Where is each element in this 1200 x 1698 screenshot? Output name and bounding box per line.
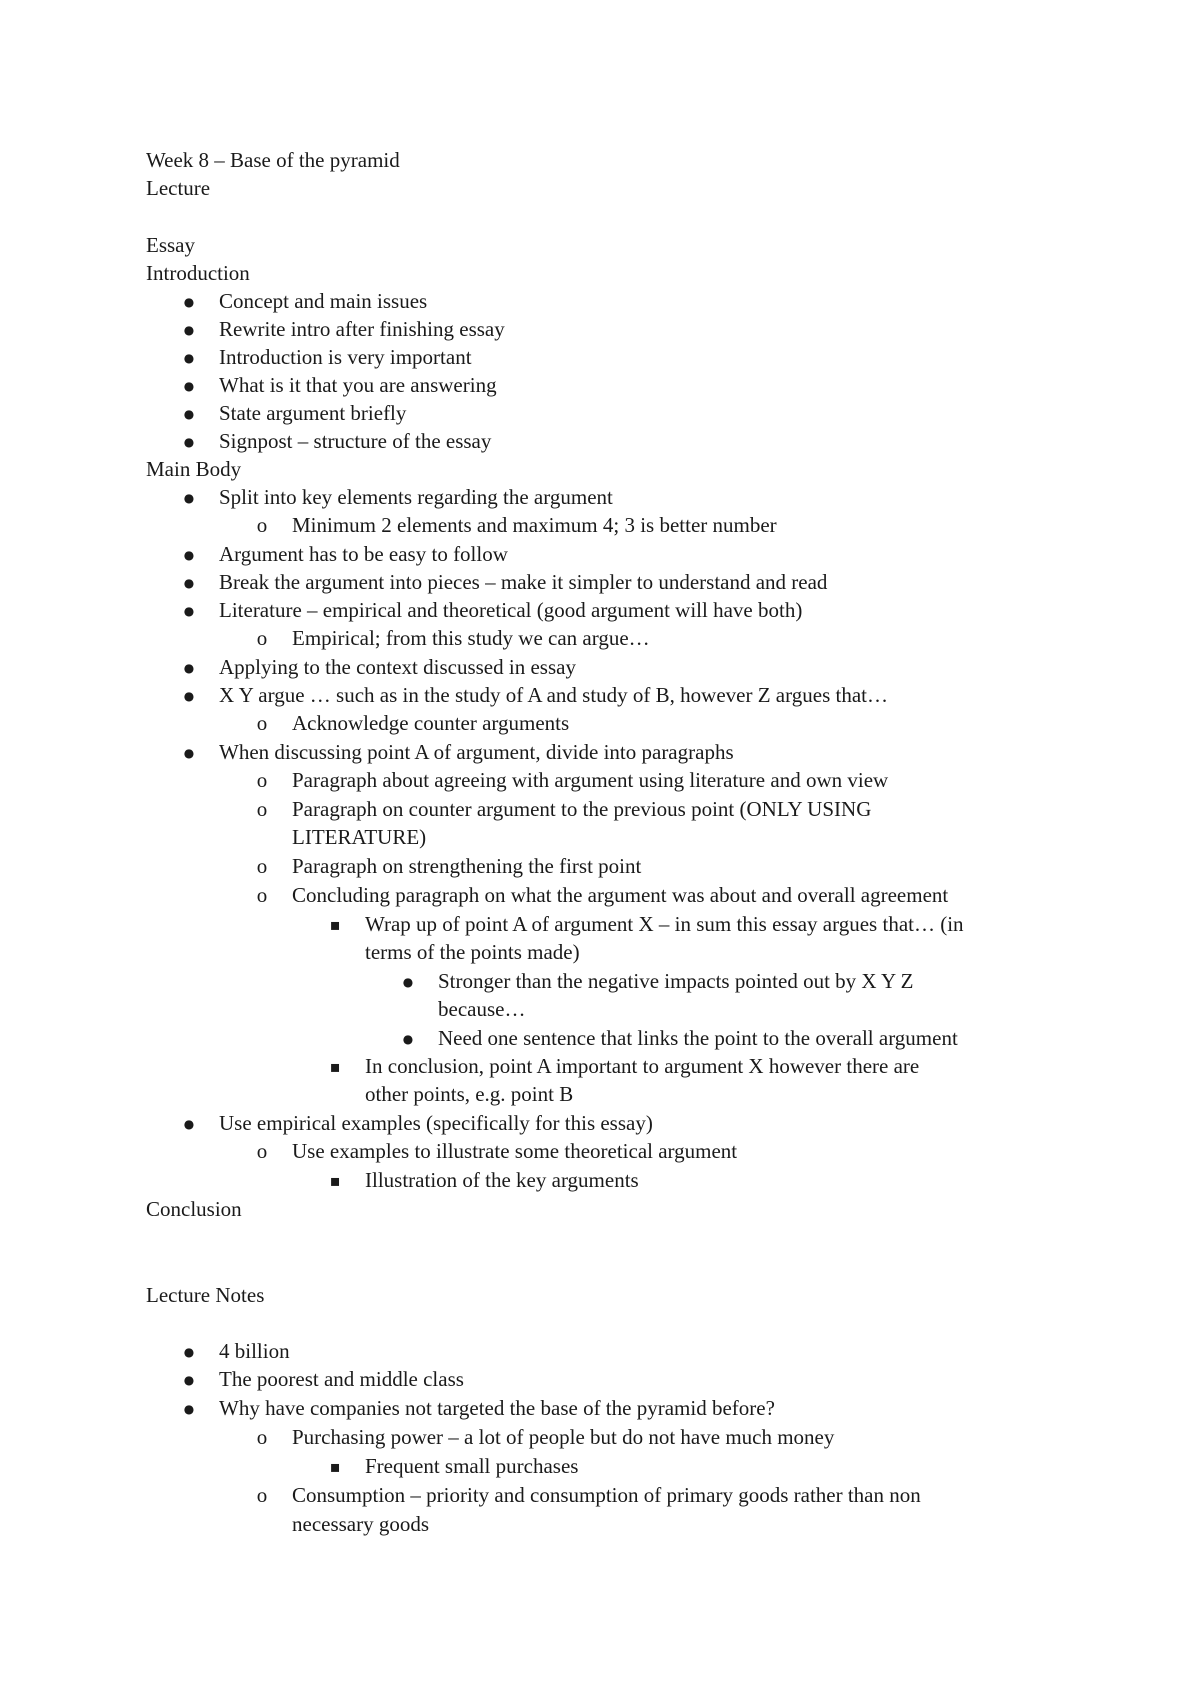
list-item: Minimum 2 elements and maximum 4; 3 is better number (292, 513, 777, 537)
circle-bullet-icon (251, 511, 273, 539)
list-item: Wrap up of point A of argument X – in sum this essay argues that… (in (365, 912, 964, 936)
square-bullet-icon (324, 1166, 346, 1196)
list-item: When discussing point A of argument, divide into paragraphs (219, 740, 734, 764)
list-item: Use empirical examples (specifically for this essay) (219, 1111, 653, 1135)
square-bullet-icon (324, 910, 346, 940)
square-bullet-icon (324, 1452, 346, 1482)
circle-bullet-icon (251, 1481, 273, 1509)
circle-bullet-icon (251, 624, 273, 652)
list-item: Paragraph on counter argument to the previous point (ONLY USING (292, 797, 872, 821)
bullet-icon (178, 1337, 200, 1368)
bullet-icon (178, 287, 200, 318)
circle-bullet-icon (251, 1137, 273, 1165)
bullet-icon (178, 596, 200, 627)
list-item: Need one sentence that links the point to the overall argument (438, 1026, 958, 1050)
list-item: Applying to the context discussed in essay (219, 655, 576, 679)
circle-bullet-icon (251, 709, 273, 737)
bullet-icon (178, 483, 200, 514)
bullet-icon (178, 399, 200, 430)
introduction-heading: Introduction (146, 261, 250, 285)
list-item: Acknowledge counter arguments (292, 711, 570, 735)
list-item: Literature – empirical and theoretical (good argument will have both) (219, 598, 803, 622)
document-title: Week 8 – Base of the pyramid (146, 148, 400, 172)
circle-bullet-icon (251, 852, 273, 880)
list-item: Concluding paragraph on what the argument was about and overall agreement (292, 883, 949, 907)
conclusion-heading: Conclusion (146, 1197, 242, 1221)
circle-bullet-icon (251, 881, 273, 909)
list-item: Rewrite intro after finishing essay (219, 317, 505, 341)
list-item: Introduction is very important (219, 345, 472, 369)
list-item: Use examples to illustrate some theoretical argument (292, 1139, 738, 1163)
bullet-icon (178, 681, 200, 712)
list-item: Split into key elements regarding the argument (219, 485, 613, 509)
list-item: Concept and main issues (219, 289, 428, 313)
bullet-icon (397, 967, 419, 998)
list-item: 4 billion (219, 1339, 290, 1363)
list-item: Stronger than the negative impacts pointed out by X Y Z (438, 969, 914, 993)
list-item: Signpost – structure of the essay (219, 429, 492, 453)
essay-heading: Essay (146, 233, 195, 257)
list-item-continuation: LITERATURE) (292, 825, 427, 849)
list-item: X Y argue … such as in the study of A and study of B, however Z argues that… (219, 683, 888, 707)
circle-bullet-icon (251, 766, 273, 794)
bullet-icon (178, 1365, 200, 1396)
bullet-icon (178, 568, 200, 599)
list-item: Illustration of the key arguments (365, 1168, 639, 1192)
bullet-icon (397, 1024, 419, 1055)
list-item: In conclusion, point A important to argument X however there are (365, 1054, 920, 1078)
document-subtitle: Lecture (146, 176, 211, 200)
list-item: Consumption – priority and consumption of primary goods rather than non (292, 1483, 921, 1507)
bullet-icon (178, 371, 200, 402)
square-bullet-icon (324, 1052, 346, 1082)
bullet-icon (178, 343, 200, 374)
bullet-icon (178, 427, 200, 458)
list-item: Paragraph about agreeing with argument using literature and own view (292, 768, 889, 792)
list-item: Paragraph on strengthening the first point (292, 854, 642, 878)
list-item-continuation: because… (438, 997, 526, 1021)
bullet-icon (178, 653, 200, 684)
main-body-heading: Main Body (146, 457, 242, 481)
list-item: Break the argument into pieces – make it simpler to understand and read (219, 570, 828, 594)
list-item: Why have companies not targeted the base of the pyramid before? (219, 1396, 775, 1420)
circle-bullet-icon (251, 795, 273, 823)
list-item: Empirical; from this study we can argue… (292, 626, 650, 650)
list-item: The poorest and middle class (219, 1367, 464, 1391)
list-item: What is it that you are answering (219, 373, 497, 397)
list-item-continuation: terms of the points made) (365, 940, 580, 964)
bullet-icon (178, 1394, 200, 1425)
bullet-icon (178, 1109, 200, 1140)
bullet-icon (178, 738, 200, 769)
bullet-icon (178, 540, 200, 571)
list-item-continuation: other points, e.g. point B (365, 1082, 574, 1106)
bullet-icon (178, 315, 200, 346)
list-item: Purchasing power – a lot of people but do not have much money (292, 1425, 835, 1449)
lecture-notes-heading: Lecture Notes (146, 1283, 265, 1307)
list-item: Frequent small purchases (365, 1454, 579, 1478)
list-item: Argument has to be easy to follow (219, 542, 508, 566)
list-item-continuation: necessary goods (292, 1512, 430, 1536)
circle-bullet-icon (251, 1423, 273, 1451)
list-item: State argument briefly (219, 401, 407, 425)
